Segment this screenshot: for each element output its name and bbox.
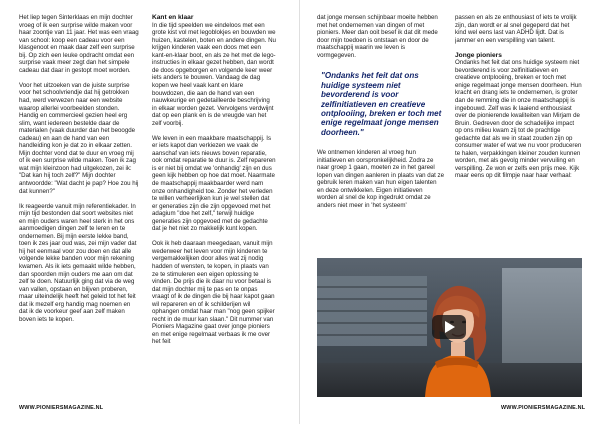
paragraph: Het liep tegen Sinterklaas en mijn dochter vroeg of ik een surprise wilde maken voor haar zoontje van 11 jaar. Het was een vraag van school: koop een cadeau voor een klasgenoot en maak daar zelf een surprise bij. Op zich een leuke opdracht omdat een surprise vaak meer zegt dan het simpele cadeau dat daar in gestopt moet worden. (19, 14, 139, 74)
paragraph: Ondanks het feit dat ons huidige systeem niet bevorderend is voor zelfinitiatieven en creatieve ontplooiing, breken er toch met enige regelmaat jonge mensen doorheen. Hun kracht en drang iets te ondernemen, is groter dan de remming die in onze maatschappij is ingebouwd. Zelf was ik laaiend enthousiast over de pionierende kwaliteiten van Mirjam de Bruin. Gedreven door de schadelijke impact op ons milieu kwam zij tot de prachtige gedachte dat als we in staat zouden zijn op consumer water ef wat we nu voor produceren te halen, verpakkingen kleiner zouden kunnen worden, met als gevolg minder vervuiling en verspilling. Ze won er zelfs een prijs mee. Kijk maar eens op dit filmpje naar haar verhaal: (455, 59, 582, 180)
page-footer-url[interactable]: WWW.PIONIERSMAGAZINE.NL (19, 405, 104, 411)
paragraph: We ontnemen kinderen al vroeg hun initiatieven en oorspronkelijkheid. Zodra ze naar groep 1 gaan, moeten ze in het gareel lopen van dingen aanleren in plaats van dat ze gebruik leren maken van hun eigen talenten en deze ontwikkelen. Eigen initiatieven worden al snel de kop ingedrukt omdat ze anders niet meer in 'het systeem' (317, 149, 444, 209)
pull-quote: "Ondanks het feit dat ons huidige systeem niet bevorderend is voor zelfinitiatieven en creatieve ontplooiing, breken er toch met enige regelmaat jonge mensen doorheen." (321, 71, 442, 137)
video-player[interactable] (317, 258, 582, 397)
page-footer-url[interactable]: WWW.PIONIERSMAGAZINE.NL (501, 405, 586, 411)
paragraph: Ook ik heb daaraan meegedaan, vanuit mijn wederweer het leven voor mijn kinderen te vergemakkelijken door alles wat zij nodig hadden of wensten, te kopen, in plaats van ze te stimuleren een eigen oplossing te vinden. De prijs die ik daar nu voor betaal is dat mijn dochter mij te pas en te onpas vraagt of ik de dingen die bij haar kapot gaan wil repareren en of ik schilderijen wil ophangen omdat haar man "nog geen spijker recht in de muur kan slaan." Dit nummer van Pioniers Magazine gaat over jonge pioniers en met enige regelmaat verbaas ik me over het feit (152, 240, 275, 346)
article-column-4 (455, 14, 582, 188)
section-heading: Kant en klaar (152, 14, 194, 21)
paragraph: passen en als ze enthousiast of iets te vrolijk zijn, dan wordt er al snel gegeperd dat het kind wel eens last van ADHD lijdt. Dat is jammer en een verspilling van talent. (455, 14, 577, 44)
paragraph: dat jonge mensen schijnbaar moeite hebben met het ondernemen van dingen of met pioniers. Meer dan ooit besef ik dat dit mede door mijn toedoen is ontstaan en door de maatschappij waarin we leven is vormgegeven. (317, 14, 438, 59)
paragraph: We leven in een maakbare maatschappij. Is er iets kapot dan verkiezen we vaak de aanschaf van iets nieuws boven reparatie, ook omdat reparatie te duur is. Zelf repareren is er niet bij omdat we 'onhandig' zijn en dus geen kijk hebben op hoe dat moet. Naarmate de maatschappij maakbaarder werd nam onze onhandigheid toe. Zonder het verleden te willen verheerlijken kun je wel stellen dat er generaties zijn die zijn opgevoed met het adagium "doe het zelf," terwijl huidige generaties zijn opgevoed met de gedachte dat je het niet zo makkelijk kunt kopen. (152, 134, 276, 233)
play-icon[interactable] (432, 315, 466, 339)
article-column-1 (19, 14, 139, 331)
section-heading: Jonge pioniers (455, 51, 502, 59)
paragraph: Voor het uitzoeken van de juiste surprise voor het schoolvriendje dat hij getrokken had, werd verwezen naar een website waarop allerlei voorbeelden stonden. Handig en commercieel gezien heel erg slim, want iedereen bestelde daar de materialen (vaak duurder dan het beoogde cadeau) en aan de hand van een handleiding kon je dat zo in elkaar zetten. Mijn dochter vond dat te duur en vroeg mij of ik een surprise wilde maken. Toen ik zag wat mijn kleinzoon had uitgekozen, zei ik: "Dat kan hij toch zelf?" Mijn dochter antwoordde: "Wat dacht je pap? Hoe zou hij dat kunnen?" (19, 81, 139, 195)
paragraph: Ik reageerde vanuit mijn referentiekader. In mijn tijd bestonden dat soort websites niet en mijn ouders waren heel sterk in het ons aanmoedigen dingen zelf te leren en te ondernemen. Bij mijn eerste lekke band, toen ik zes jaar oud was, zei mijn vader dat hij het eenmaal voor zou doen en dat alle volgende lekke banden voor mijn rekening kwamen. Als ik iets gemaakt wilde hebben, dan spoorden mijn ouders me aan om dat zelf te doen. Natuurlijk ging dat via de weg van vallen, opstaan en blijven proberen, maar uiteindelijk heeft het geleid tot het feit dat ik mezelf erg handig mag noemen en dat ik de voorkeur geef aan zelf maken boven iets te kopen. (19, 202, 137, 323)
article-column-2 (152, 14, 276, 354)
article-column-3 (317, 14, 444, 217)
paragraph: In die tijd speelden we eindeloos met een grote kist vol met legoblokjes en bouwden we huizen, kastelen, boten en andere dingen. Nu krijgen kinderen vaak een doos met een kant-en-klaar boot, en als ze het met de lego-instructies in elkaar gezet hebben, dan wordt de doos opgeborgen en volgende keer weer iets anders te bouwen. Vandaag de dag kopen we heel vaak kant en klare bouwdozen, die aan de hand van een nauwkeurige en gedetailleerde beschrijving in elkaar worden gezet. Vervolgens verdwijnt dat op een plank en is de vreugde van het zelf voorbij. (152, 21, 276, 127)
